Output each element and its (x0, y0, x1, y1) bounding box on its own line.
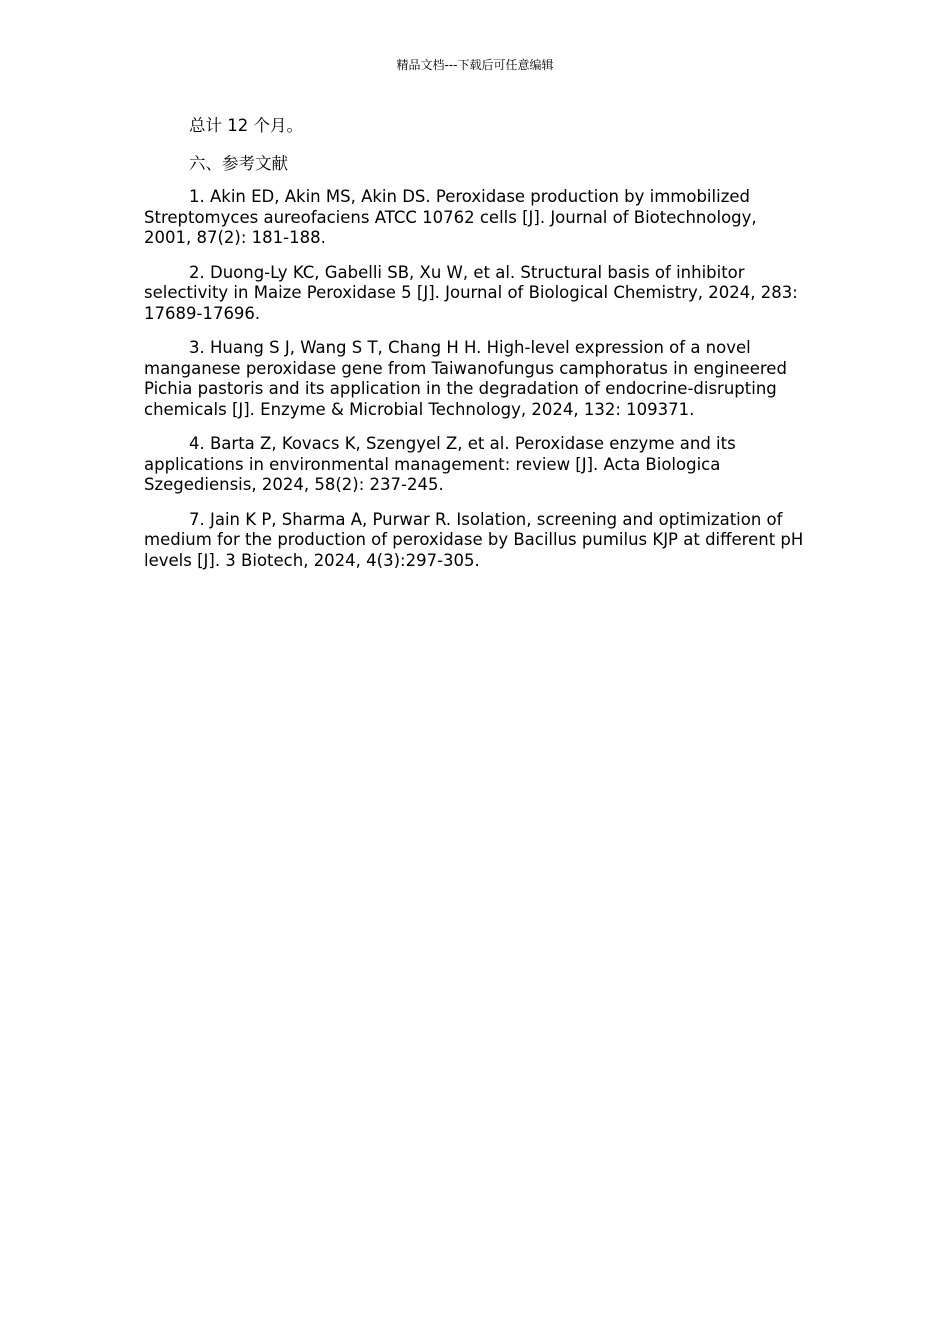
reference-item: 2. Duong-Ly KC, Gabelli SB, Xu W, et al. Structural basis of inhibitor selectivity in Maize Peroxidase 5 [J]. Journal of Biological Chemistry, 2024, 283: 17689-17696. (144, 262, 798, 323)
page-header: 精品文档---下载后可任意编辑 (396, 58, 554, 72)
reference-item: 7. Jain K P, Sharma A, Purwar R. Isolation, screening and optimization of medium for the production of peroxidase by Bacillus pumilus KJP at different pH levels [J]. 3 Biotech, 2024, 4(3):297-305. (144, 509, 804, 570)
reference-item: 1. Akin ED, Akin MS, Akin DS. Peroxidase production by immobilized Streptomyces aureofaciens ATCC 10762 cells [J]. Journal of Biotechnology, 2001, 87(2): 181-188. (144, 187, 757, 247)
reference-item: 4. Barta Z, Kovacs K, Szengyel Z, et al. Peroxidase enzyme and its applications in environmental management: review [J]. Acta Biologica Szegediensis, 2024, 58(2): 237-245. (144, 434, 736, 494)
total-duration-text: 总计 12 个月。 (189, 116, 303, 135)
document-body (144, 116, 806, 585)
reference-item: 3. Huang S J, Wang S T, Chang H H. High-level expression of a novel manganese peroxidase gene from Taiwanofungus camphoratus in engineered Pichia pastoris and its application in the degradation of endocrine-disrupting chemicals [J]. Enzyme & Microbial Technology, 2024, 132: 109371. (144, 338, 787, 419)
section-title-references: 六、参考文献 (189, 153, 288, 173)
reference-list (144, 187, 806, 571)
